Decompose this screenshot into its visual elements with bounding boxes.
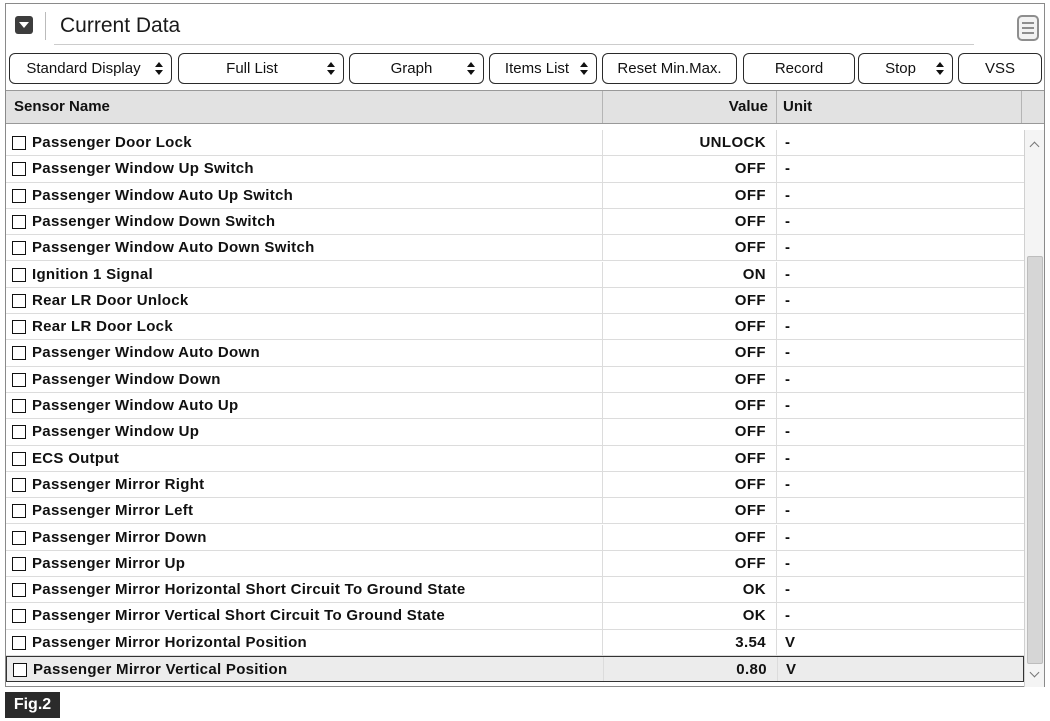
- header-value[interactable]: Value: [602, 91, 772, 123]
- sensor-table: [6, 90, 1044, 687]
- sensor-value: 3.54: [602, 630, 772, 655]
- sensor-unit: -: [776, 472, 1024, 497]
- toolbar: [6, 51, 1044, 87]
- table-row[interactable]: [6, 209, 1024, 235]
- current-data-panel: [5, 3, 1045, 687]
- vertical-scrollbar[interactable]: [1024, 130, 1044, 687]
- table-row[interactable]: [6, 419, 1024, 445]
- sensor-unit: -: [776, 551, 1024, 576]
- title-divider: [45, 12, 46, 40]
- row-checkbox[interactable]: [12, 609, 26, 623]
- spinner-icon: [155, 62, 163, 76]
- row-checkbox[interactable]: [12, 189, 26, 203]
- row-checkbox[interactable]: [12, 425, 26, 439]
- sensor-value: OFF: [602, 314, 772, 339]
- table-row[interactable]: [6, 367, 1024, 393]
- full-list-label: Full List: [226, 60, 278, 77]
- sensor-value: OFF: [602, 156, 772, 181]
- sensor-unit: -: [776, 183, 1024, 208]
- sensor-name: Passenger Window Auto Up: [32, 397, 239, 414]
- sensor-unit: -: [776, 577, 1024, 602]
- sensor-value: OFF: [602, 419, 772, 444]
- sensor-name: Passenger Mirror Horizontal Position: [32, 633, 308, 651]
- sensor-value: OFF: [602, 498, 772, 523]
- row-checkbox[interactable]: [12, 320, 26, 334]
- sensor-value: OFF: [602, 288, 772, 313]
- sensor-name: Passenger Window Auto Up Switch: [32, 186, 294, 204]
- items-list-select[interactable]: [489, 53, 597, 84]
- row-checkbox[interactable]: [12, 268, 26, 282]
- sensor-value: UNLOCK: [602, 130, 772, 155]
- row-checkbox[interactable]: [12, 557, 26, 571]
- sensor-value: OFF: [602, 340, 772, 365]
- table-row[interactable]: [6, 603, 1024, 629]
- sensor-name: Passenger Mirror Vertical Short Circuit To Ground State: [32, 607, 445, 625]
- sensor-unit: -: [776, 130, 1024, 155]
- graph-label: Graph: [390, 60, 433, 77]
- sensor-name: Passenger Mirror Vertical Position: [33, 661, 288, 678]
- scrollbar-thumb[interactable]: [1027, 256, 1043, 664]
- row-checkbox[interactable]: [12, 215, 26, 229]
- stop-label: Stop: [885, 60, 916, 77]
- sensor-name: Rear LR Door Lock: [32, 318, 173, 336]
- sensor-name: Passenger Door Lock: [32, 134, 192, 151]
- table-header: [6, 90, 1044, 124]
- row-checkbox[interactable]: [13, 663, 27, 677]
- sensor-name: Passenger Mirror Up: [32, 554, 186, 572]
- sensor-value: OK: [602, 603, 772, 628]
- record-label: Record: [774, 60, 824, 77]
- spinner-icon: [580, 62, 588, 76]
- spinner-icon: [467, 62, 475, 76]
- sensor-unit: -: [776, 156, 1024, 181]
- sensor-value: OFF: [602, 525, 772, 550]
- sensor-name: Passenger Window Auto Down Switch: [32, 239, 315, 257]
- header-unit[interactable]: Unit: [776, 91, 1022, 123]
- sensor-value: OFF: [602, 209, 772, 234]
- sensor-value: OK: [602, 577, 772, 602]
- sensor-unit: -: [776, 498, 1024, 523]
- table-row-selected[interactable]: [6, 656, 1024, 682]
- table-row[interactable]: [6, 498, 1024, 524]
- scroll-down-icon[interactable]: [1030, 669, 1040, 679]
- row-checkbox[interactable]: [12, 136, 26, 150]
- sensor-name: Rear LR Door Unlock: [32, 291, 189, 309]
- sensor-value: OFF: [602, 235, 772, 260]
- sensor-unit: -: [776, 367, 1024, 392]
- table-row[interactable]: [6, 446, 1024, 472]
- table-row[interactable]: [6, 340, 1024, 366]
- row-checkbox[interactable]: [12, 504, 26, 518]
- sensor-name: Passenger Window Auto Down: [32, 344, 260, 362]
- sensor-value: OFF: [602, 183, 772, 208]
- sensor-value: OFF: [602, 367, 772, 392]
- sensor-name: Passenger Window Up Switch: [32, 160, 254, 178]
- sensor-name: Passenger Window Down: [32, 370, 221, 388]
- table-row[interactable]: [6, 393, 1024, 419]
- sensor-unit: V: [777, 657, 1025, 681]
- sensor-name: Passenger Mirror Right: [32, 475, 205, 493]
- table-row[interactable]: [6, 156, 1024, 182]
- row-checkbox[interactable]: [12, 373, 26, 387]
- row-checkbox[interactable]: [12, 636, 26, 650]
- reset-min-max-label: Reset Min.Max.: [617, 60, 722, 77]
- table-body: [6, 130, 1024, 687]
- table-row[interactable]: [6, 183, 1024, 209]
- title-underline: [54, 44, 974, 45]
- table-row[interactable]: [6, 551, 1024, 577]
- sensor-unit: -: [776, 314, 1024, 339]
- table-row[interactable]: [6, 630, 1024, 656]
- reset-min-max-button[interactable]: [602, 53, 737, 84]
- collapse-icon[interactable]: [15, 16, 33, 34]
- sensor-unit: -: [776, 288, 1024, 313]
- table-row[interactable]: [6, 577, 1024, 603]
- row-checkbox[interactable]: [12, 452, 26, 466]
- sensor-unit: -: [776, 393, 1024, 418]
- table-row[interactable]: [6, 235, 1024, 261]
- header-sensor-name[interactable]: Sensor Name: [14, 98, 110, 115]
- sensor-name: Passenger Mirror Horizontal Short Circuit To Ground State: [32, 581, 466, 599]
- menu-icon[interactable]: [1017, 15, 1039, 41]
- sensor-name: Passenger Mirror Down: [32, 528, 207, 546]
- figure-label: Fig.2: [5, 692, 60, 718]
- full-list-select[interactable]: [178, 53, 344, 84]
- sensor-value: ON: [602, 262, 772, 287]
- vss-label: VSS: [984, 60, 1015, 77]
- stop-select[interactable]: [858, 53, 953, 84]
- row-checkbox[interactable]: [12, 478, 26, 492]
- spinner-icon: [936, 62, 944, 76]
- sensor-value: OFF: [602, 551, 772, 576]
- sensor-unit: -: [776, 340, 1024, 365]
- row-checkbox[interactable]: [12, 241, 26, 255]
- standard-display-label: Standard Display: [26, 60, 141, 77]
- sensor-value: OFF: [602, 472, 772, 497]
- sensor-value: 0.80: [603, 657, 773, 681]
- sensor-unit: -: [776, 419, 1024, 444]
- row-checkbox[interactable]: [12, 399, 26, 413]
- standard-display-select[interactable]: [9, 53, 172, 84]
- graph-select[interactable]: [349, 53, 484, 84]
- table-row[interactable]: [6, 314, 1024, 340]
- sensor-name: Ignition 1 Signal: [32, 265, 153, 283]
- sensor-name: Passenger Mirror Left: [32, 502, 194, 520]
- table-row[interactable]: [6, 472, 1024, 498]
- record-button[interactable]: [743, 53, 855, 84]
- sensor-unit: -: [776, 603, 1024, 628]
- sensor-value: OFF: [602, 446, 772, 471]
- sensor-value: OFF: [602, 393, 772, 418]
- row-checkbox[interactable]: [12, 162, 26, 176]
- sensor-unit: -: [776, 525, 1024, 550]
- sensor-unit: V: [776, 630, 1024, 655]
- scroll-up-icon[interactable]: [1030, 140, 1040, 150]
- sensor-unit: -: [776, 235, 1024, 260]
- sensor-unit: -: [776, 262, 1024, 287]
- title-bar: [6, 4, 1044, 48]
- table-row[interactable]: [6, 130, 1024, 156]
- vss-button[interactable]: [958, 53, 1042, 84]
- panel-title: Current Data: [60, 14, 181, 37]
- sensor-name: Passenger Window Up: [32, 423, 200, 441]
- items-list-label: Items List: [504, 60, 570, 77]
- spinner-icon: [327, 62, 335, 76]
- sensor-name: Passenger Window Down Switch: [32, 212, 276, 230]
- sensor-unit: -: [776, 209, 1024, 234]
- row-checkbox[interactable]: [12, 346, 26, 360]
- table-row[interactable]: [6, 525, 1024, 551]
- table-row[interactable]: [6, 288, 1024, 314]
- row-checkbox[interactable]: [12, 583, 26, 597]
- row-checkbox[interactable]: [12, 294, 26, 308]
- sensor-unit: -: [776, 446, 1024, 471]
- table-row[interactable]: [6, 262, 1024, 288]
- sensor-name: ECS Output: [32, 449, 120, 467]
- row-checkbox[interactable]: [12, 531, 26, 545]
